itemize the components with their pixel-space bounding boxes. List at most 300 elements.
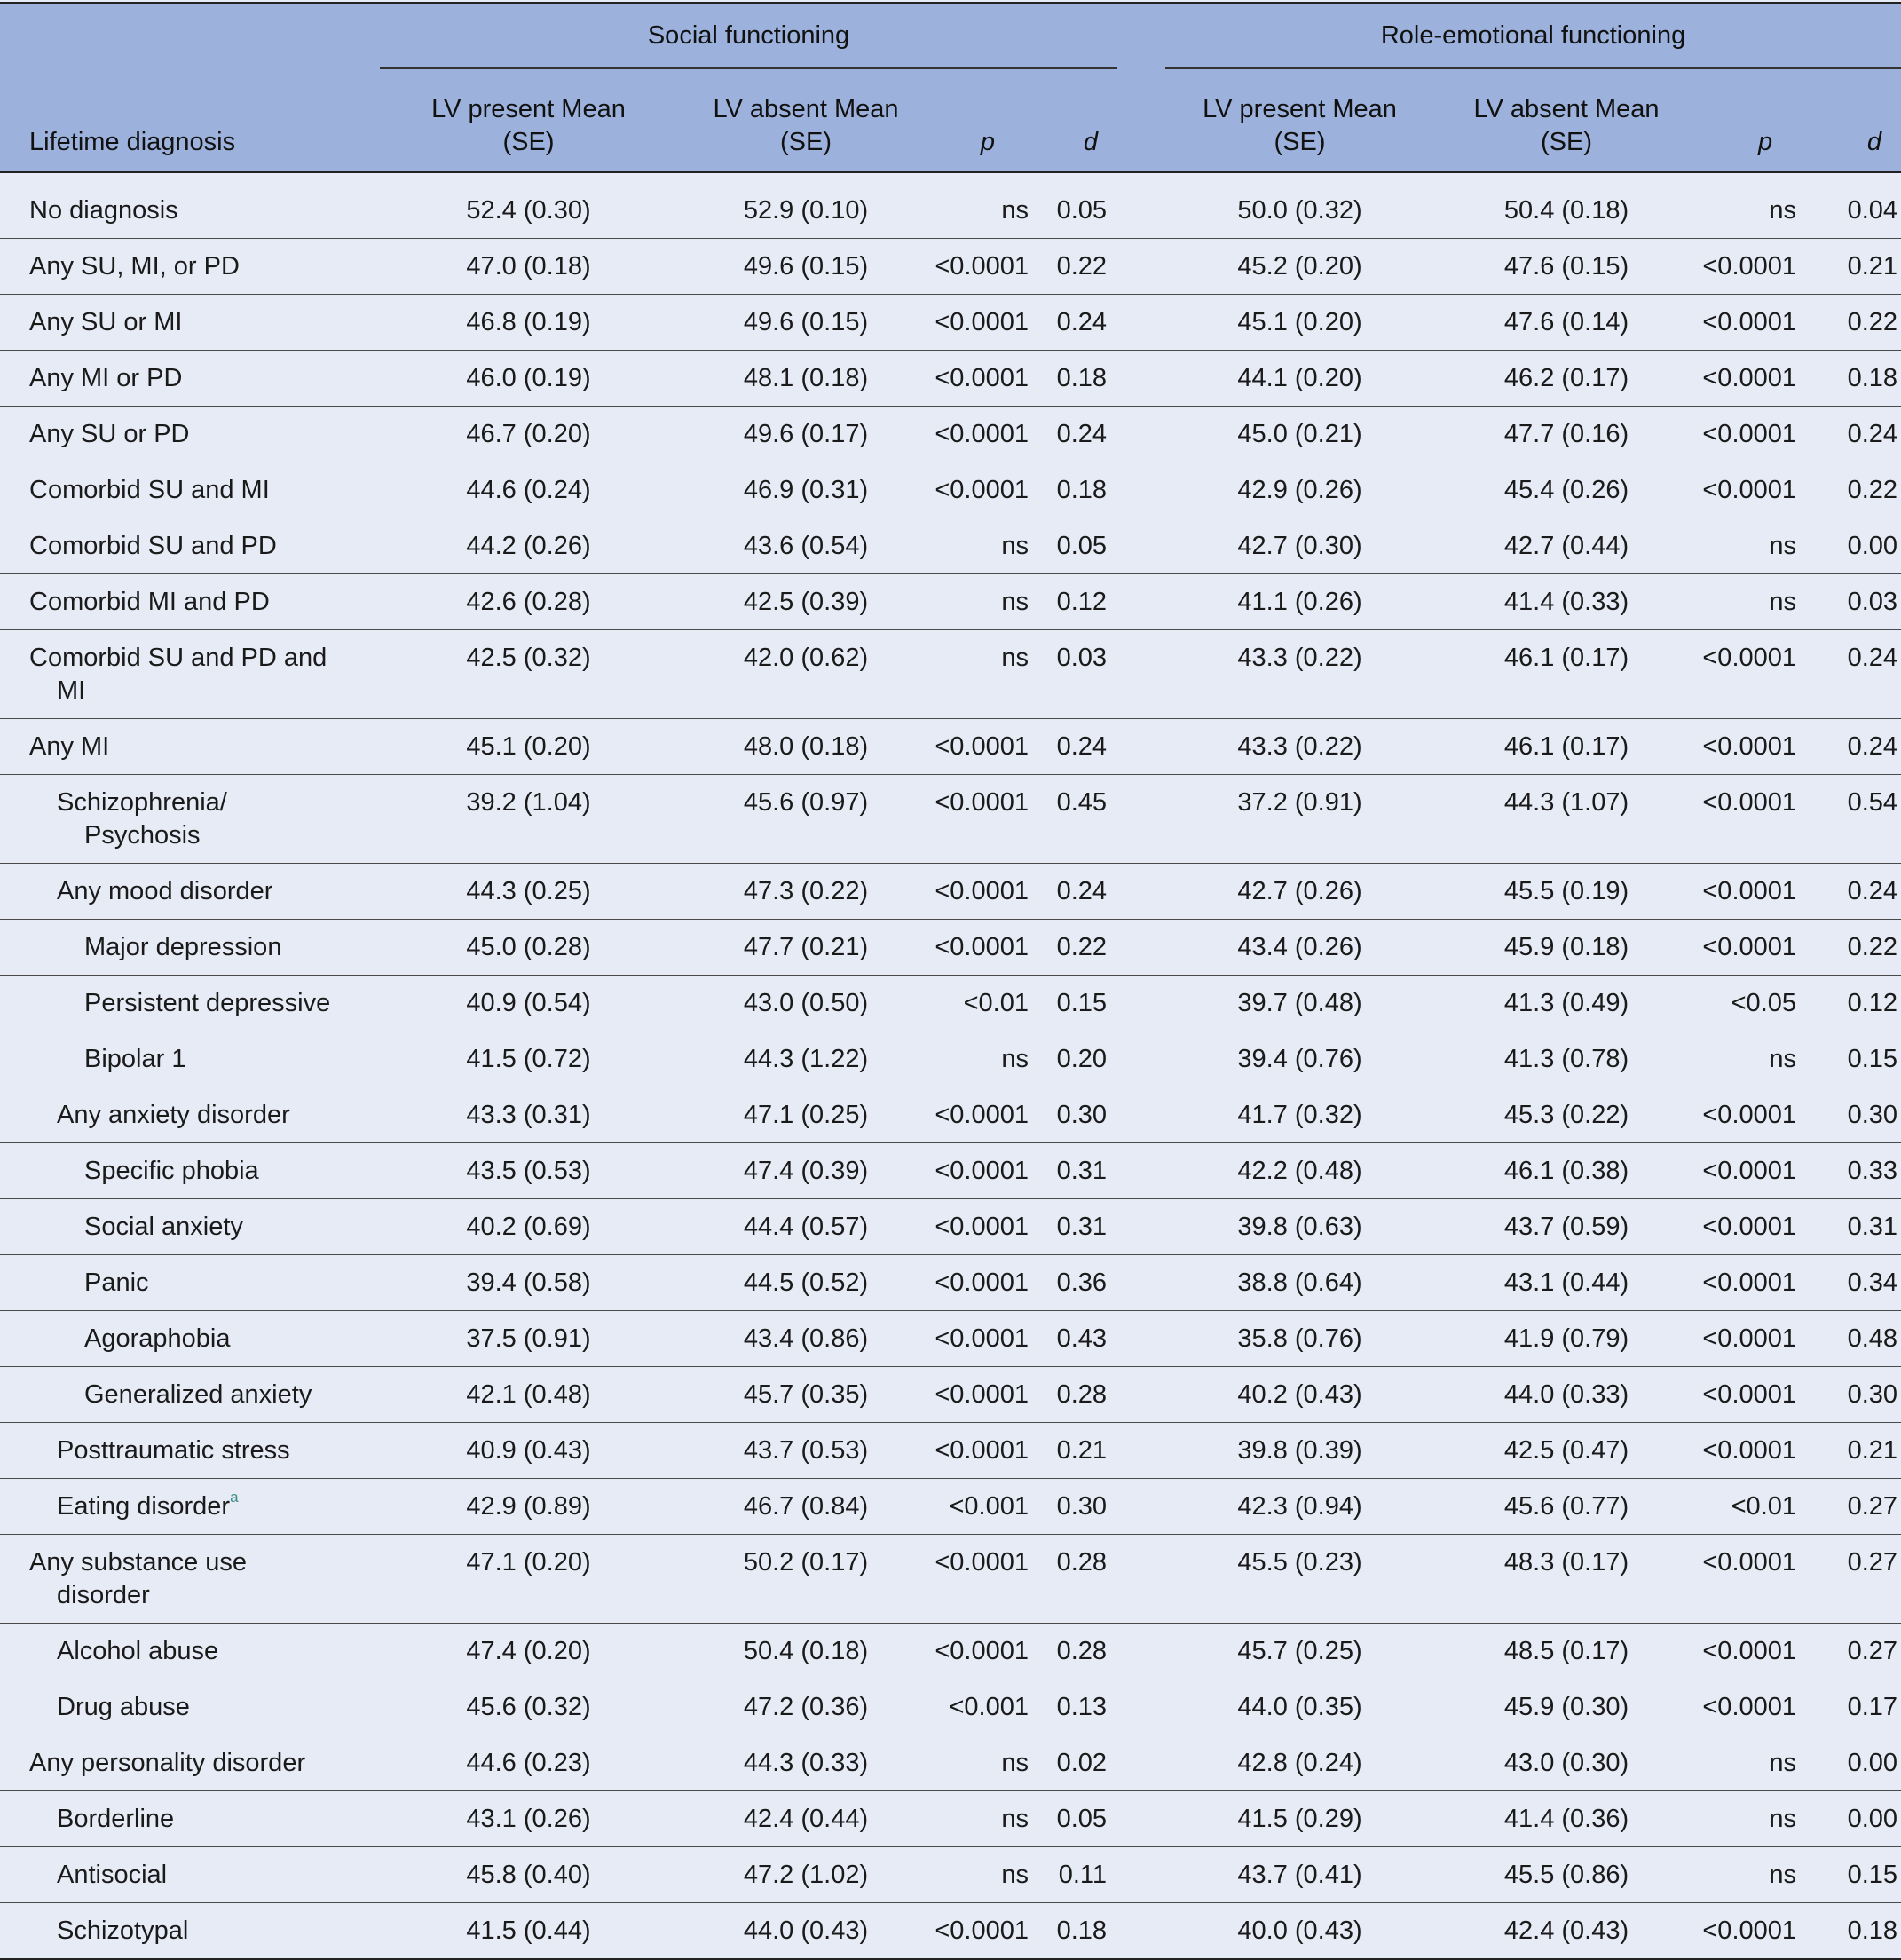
cell-sf-absent: 43.4 (0.86) xyxy=(677,1311,935,1367)
cell-sf-present: 42.9 (0.89) xyxy=(380,1479,677,1535)
cell-sf-absent: 47.3 (0.22) xyxy=(677,864,935,920)
cell-sf-p: <0.0001 xyxy=(935,864,1041,920)
cell-sf-d: 0.12 xyxy=(1041,574,1117,630)
cell-re-present: 39.7 (0.48) xyxy=(1165,976,1434,1031)
cell-re-present: 41.7 (0.32) xyxy=(1165,1087,1434,1143)
cell-re-p: <0.0001 xyxy=(1699,1087,1832,1143)
cell-re-absent: 41.9 (0.79) xyxy=(1434,1311,1699,1367)
cell-re-d: 0.24 xyxy=(1832,864,1901,920)
col-header-re-p: p xyxy=(1699,68,1832,172)
cell-re-absent: 41.4 (0.36) xyxy=(1434,1791,1699,1847)
column-gap xyxy=(1117,407,1165,462)
cell-sf-p: <0.0001 xyxy=(935,407,1041,462)
row-label-text: Social anxiety xyxy=(84,1213,243,1241)
row-label xyxy=(0,1255,380,1311)
cell-sf-present: 44.2 (0.26) xyxy=(380,518,677,574)
row-label xyxy=(0,1199,380,1255)
col-header-sf-p: p xyxy=(935,68,1041,172)
row-label-text: Schizotypal xyxy=(57,1917,189,1945)
cell-sf-p: ns xyxy=(935,1791,1041,1847)
cell-sf-present: 45.1 (0.20) xyxy=(380,719,677,775)
column-gap xyxy=(1117,1535,1165,1624)
cell-sf-p: <0.0001 xyxy=(935,462,1041,518)
cell-re-present: 37.2 (0.91) xyxy=(1165,775,1434,864)
cell-re-p: <0.0001 xyxy=(1699,1311,1832,1367)
cell-sf-present: 41.5 (0.44) xyxy=(380,1903,677,1960)
column-gap xyxy=(1117,1087,1165,1143)
row-label-text: Eating disorder xyxy=(57,1492,231,1521)
cell-sf-d: 0.20 xyxy=(1041,1031,1117,1087)
row-label xyxy=(0,351,380,407)
cell-re-p: <0.0001 xyxy=(1699,1143,1832,1199)
cell-sf-absent: 48.1 (0.18) xyxy=(677,351,935,407)
row-label-text: Drug abuse xyxy=(57,1693,190,1721)
cell-sf-p: ns xyxy=(935,1031,1041,1087)
column-gap xyxy=(1117,239,1165,295)
cell-re-d: 0.24 xyxy=(1832,407,1901,462)
cell-sf-present: 42.1 (0.48) xyxy=(380,1367,677,1423)
header-spacer-2 xyxy=(1117,68,1165,172)
cell-re-d: 0.34 xyxy=(1832,1255,1901,1311)
cell-re-present: 39.8 (0.63) xyxy=(1165,1199,1434,1255)
cell-sf-p: <0.0001 xyxy=(935,351,1041,407)
table-row xyxy=(0,976,1901,1031)
cell-re-present: 43.7 (0.41) xyxy=(1165,1847,1434,1903)
cell-sf-present: 40.9 (0.54) xyxy=(380,976,677,1031)
cell-sf-d: 0.31 xyxy=(1041,1199,1117,1255)
row-label xyxy=(0,1679,380,1735)
cell-re-p: <0.0001 xyxy=(1699,1624,1832,1679)
cell-sf-d: 0.31 xyxy=(1041,1143,1117,1199)
cell-sf-present: 39.2 (1.04) xyxy=(380,775,677,864)
column-gap xyxy=(1117,1367,1165,1423)
row-label-text: Schizophrenia/ xyxy=(57,788,227,817)
cell-sf-d: 0.21 xyxy=(1041,1423,1117,1479)
cell-re-p: ns xyxy=(1699,172,1832,239)
cell-sf-p: <0.0001 xyxy=(935,295,1041,351)
row-label xyxy=(0,1367,380,1423)
table-row xyxy=(0,1255,1901,1311)
cell-sf-absent: 50.2 (0.17) xyxy=(677,1535,935,1624)
cell-sf-p: ns xyxy=(935,1847,1041,1903)
table-row xyxy=(0,351,1901,407)
row-label xyxy=(0,864,380,920)
cell-re-d: 0.15 xyxy=(1832,1031,1901,1087)
row-label xyxy=(0,1423,380,1479)
cell-sf-p: <0.0001 xyxy=(935,1311,1041,1367)
cell-re-absent: 42.4 (0.43) xyxy=(1434,1903,1699,1960)
cell-sf-p: ns xyxy=(935,172,1041,239)
cell-sf-absent: 49.6 (0.17) xyxy=(677,407,935,462)
cell-re-p: <0.0001 xyxy=(1699,351,1832,407)
cell-re-absent: 43.7 (0.59) xyxy=(1434,1199,1699,1255)
cell-re-d: 0.54 xyxy=(1832,775,1901,864)
column-gap xyxy=(1117,920,1165,976)
row-label-text: Any SU or PD xyxy=(29,420,190,448)
cell-sf-absent: 44.4 (0.57) xyxy=(677,1199,935,1255)
table-row xyxy=(0,407,1901,462)
column-gap xyxy=(1117,1735,1165,1791)
table-body xyxy=(0,172,1901,1959)
column-gap xyxy=(1117,1255,1165,1311)
column-gap xyxy=(1117,1143,1165,1199)
column-gap xyxy=(1117,719,1165,775)
cell-re-present: 42.2 (0.48) xyxy=(1165,1143,1434,1199)
cell-sf-absent: 47.2 (1.02) xyxy=(677,1847,935,1903)
row-label xyxy=(0,719,380,775)
cell-re-absent: 41.3 (0.78) xyxy=(1434,1031,1699,1087)
column-gap xyxy=(1117,1311,1165,1367)
column-gap xyxy=(1117,1903,1165,1960)
cell-sf-d: 0.02 xyxy=(1041,1735,1117,1791)
cell-re-present: 45.2 (0.20) xyxy=(1165,239,1434,295)
cell-re-p: <0.05 xyxy=(1699,976,1832,1031)
table-row xyxy=(0,1311,1901,1367)
cell-re-present: 44.0 (0.35) xyxy=(1165,1679,1434,1735)
cell-re-present: 42.9 (0.26) xyxy=(1165,462,1434,518)
cell-re-present: 42.3 (0.94) xyxy=(1165,1479,1434,1535)
cell-re-absent: 46.2 (0.17) xyxy=(1434,351,1699,407)
header-spacer xyxy=(1117,3,1165,68)
cell-re-p: <0.0001 xyxy=(1699,864,1832,920)
row-label xyxy=(0,295,380,351)
cell-re-present: 45.5 (0.23) xyxy=(1165,1535,1434,1624)
cell-sf-present: 45.8 (0.40) xyxy=(380,1847,677,1903)
table-row xyxy=(0,1143,1901,1199)
cell-sf-p: <0.001 xyxy=(935,1479,1041,1535)
cell-sf-d: 0.05 xyxy=(1041,1791,1117,1847)
row-label-continuation: MI xyxy=(57,676,86,705)
cell-re-p: <0.0001 xyxy=(1699,1199,1832,1255)
cell-re-p: <0.0001 xyxy=(1699,719,1832,775)
cell-re-d: 0.00 xyxy=(1832,518,1901,574)
cell-sf-present: 46.8 (0.19) xyxy=(380,295,677,351)
column-gap xyxy=(1117,775,1165,864)
cell-re-present: 38.8 (0.64) xyxy=(1165,1255,1434,1311)
cell-re-present: 50.0 (0.32) xyxy=(1165,172,1434,239)
cell-re-p: ns xyxy=(1699,1847,1832,1903)
row-label-continuation: disorder xyxy=(57,1581,150,1609)
cell-re-p: <0.0001 xyxy=(1699,775,1832,864)
column-gap xyxy=(1117,1479,1165,1535)
cell-sf-absent: 49.6 (0.15) xyxy=(677,295,935,351)
cell-re-p: ns xyxy=(1699,1791,1832,1847)
cell-sf-p: <0.0001 xyxy=(935,719,1041,775)
row-label-text: Bipolar 1 xyxy=(84,1045,186,1073)
cell-re-d: 0.22 xyxy=(1832,920,1901,976)
row-label-text: Alcohol abuse xyxy=(57,1637,219,1665)
cell-sf-present: 39.4 (0.58) xyxy=(380,1255,677,1311)
row-label xyxy=(0,407,380,462)
cell-re-absent: 45.3 (0.22) xyxy=(1434,1087,1699,1143)
cell-re-d: 0.27 xyxy=(1832,1535,1901,1624)
col-header-sf-d: d xyxy=(1041,68,1117,172)
row-label xyxy=(0,1624,380,1679)
table-row xyxy=(0,239,1901,295)
cell-re-absent: 43.0 (0.30) xyxy=(1434,1735,1699,1791)
table-row xyxy=(0,920,1901,976)
cell-re-p: <0.0001 xyxy=(1699,920,1832,976)
row-label-text: Any SU or MI xyxy=(29,308,183,336)
cell-re-d: 0.30 xyxy=(1832,1087,1901,1143)
cell-re-absent: 47.7 (0.16) xyxy=(1434,407,1699,462)
cell-re-p: ns xyxy=(1699,574,1832,630)
column-gap xyxy=(1117,1847,1165,1903)
row-label-text: Posttraumatic stress xyxy=(57,1436,290,1465)
cell-sf-present: 44.6 (0.24) xyxy=(380,462,677,518)
row-label-header: Lifetime diagnosis xyxy=(0,3,380,172)
row-label xyxy=(0,574,380,630)
cell-re-absent: 42.5 (0.47) xyxy=(1434,1423,1699,1479)
column-gap xyxy=(1117,1199,1165,1255)
cell-re-p: <0.0001 xyxy=(1699,239,1832,295)
row-label xyxy=(0,1143,380,1199)
cell-sf-absent: 47.1 (0.25) xyxy=(677,1087,935,1143)
cell-sf-present: 37.5 (0.91) xyxy=(380,1311,677,1367)
cell-sf-present: 40.2 (0.69) xyxy=(380,1199,677,1255)
cell-sf-p: <0.0001 xyxy=(935,1199,1041,1255)
table-row xyxy=(0,1031,1901,1087)
col-header-re-absent: LV absent Mean (SE) xyxy=(1434,68,1699,172)
row-label-text: Antisocial xyxy=(57,1861,168,1889)
table-row xyxy=(0,1423,1901,1479)
cell-sf-absent: 44.3 (1.22) xyxy=(677,1031,935,1087)
cell-re-present: 42.7 (0.26) xyxy=(1165,864,1434,920)
cell-re-present: 41.1 (0.26) xyxy=(1165,574,1434,630)
cell-re-absent: 45.4 (0.26) xyxy=(1434,462,1699,518)
row-label-text: Persistent depressive xyxy=(84,989,331,1017)
cell-re-absent: 45.5 (0.86) xyxy=(1434,1847,1699,1903)
table-row xyxy=(0,1535,1901,1624)
cell-sf-p: <0.0001 xyxy=(935,239,1041,295)
row-label-text: Generalized anxiety xyxy=(84,1380,312,1409)
column-gap xyxy=(1117,172,1165,239)
row-label xyxy=(0,239,380,295)
table-row xyxy=(0,462,1901,518)
table-row xyxy=(0,295,1901,351)
cell-re-present: 35.8 (0.76) xyxy=(1165,1311,1434,1367)
cell-sf-absent: 45.7 (0.35) xyxy=(677,1367,935,1423)
col-header-re-present: LV present Mean (SE) xyxy=(1165,68,1434,172)
cell-sf-absent: 47.4 (0.39) xyxy=(677,1143,935,1199)
cell-sf-d: 0.24 xyxy=(1041,719,1117,775)
cell-re-absent: 48.5 (0.17) xyxy=(1434,1624,1699,1679)
cell-sf-absent: 47.2 (0.36) xyxy=(677,1679,935,1735)
table-row xyxy=(0,1679,1901,1735)
cell-sf-present: 45.6 (0.32) xyxy=(380,1679,677,1735)
cell-sf-present: 42.5 (0.32) xyxy=(380,630,677,719)
table-row xyxy=(0,1791,1901,1847)
row-label-text: Comorbid SU and MI xyxy=(29,476,270,504)
cell-re-absent: 45.5 (0.19) xyxy=(1434,864,1699,920)
cell-re-d: 0.18 xyxy=(1832,1903,1901,1960)
cell-re-d: 0.03 xyxy=(1832,574,1901,630)
table-header xyxy=(0,3,1901,172)
cell-sf-d: 0.45 xyxy=(1041,775,1117,864)
cell-re-present: 43.4 (0.26) xyxy=(1165,920,1434,976)
table-row xyxy=(0,1087,1901,1143)
cell-re-present: 42.8 (0.24) xyxy=(1165,1735,1434,1791)
row-label xyxy=(0,172,380,239)
cell-sf-p: <0.0001 xyxy=(935,1367,1041,1423)
cell-sf-p: <0.0001 xyxy=(935,1087,1041,1143)
table-row xyxy=(0,1624,1901,1679)
table-row xyxy=(0,1735,1901,1791)
row-label-text: Any SU, MI, or PD xyxy=(29,252,240,281)
table-row xyxy=(0,172,1901,239)
cell-sf-d: 0.13 xyxy=(1041,1679,1117,1735)
cell-sf-absent: 44.3 (0.33) xyxy=(677,1735,935,1791)
cell-re-d: 0.15 xyxy=(1832,1847,1901,1903)
cell-re-d: 0.24 xyxy=(1832,630,1901,719)
table-row xyxy=(0,1847,1901,1903)
cell-sf-absent: 52.9 (0.10) xyxy=(677,172,935,239)
cell-sf-present: 42.6 (0.28) xyxy=(380,574,677,630)
cell-sf-absent: 42.5 (0.39) xyxy=(677,574,935,630)
cell-sf-p: <0.01 xyxy=(935,976,1041,1031)
cell-re-absent: 46.1 (0.38) xyxy=(1434,1143,1699,1199)
cell-sf-absent: 43.0 (0.50) xyxy=(677,976,935,1031)
cell-re-present: 43.3 (0.22) xyxy=(1165,630,1434,719)
col-header-sf-absent: LV absent Mean (SE) xyxy=(677,68,935,172)
cell-sf-d: 0.43 xyxy=(1041,1311,1117,1367)
cell-re-d: 0.22 xyxy=(1832,462,1901,518)
cell-re-present: 40.0 (0.43) xyxy=(1165,1903,1434,1960)
column-gap xyxy=(1117,630,1165,719)
row-label xyxy=(0,462,380,518)
row-label-text: No diagnosis xyxy=(29,196,178,225)
cell-re-present: 41.5 (0.29) xyxy=(1165,1791,1434,1847)
row-label-text: Major depression xyxy=(84,933,282,961)
cell-sf-absent: 48.0 (0.18) xyxy=(677,719,935,775)
row-label-text: Any MI xyxy=(29,732,110,761)
cell-sf-present: 45.0 (0.28) xyxy=(380,920,677,976)
row-label xyxy=(0,1087,380,1143)
cell-sf-p: <0.0001 xyxy=(935,1903,1041,1960)
cell-re-d: 0.22 xyxy=(1832,295,1901,351)
cell-sf-absent: 45.6 (0.97) xyxy=(677,775,935,864)
cell-sf-absent: 44.5 (0.52) xyxy=(677,1255,935,1311)
cell-sf-d: 0.22 xyxy=(1041,239,1117,295)
cell-re-p: <0.0001 xyxy=(1699,295,1832,351)
cell-re-absent: 44.3 (1.07) xyxy=(1434,775,1699,864)
cell-sf-present: 40.9 (0.43) xyxy=(380,1423,677,1479)
row-label-text: Comorbid SU and PD and xyxy=(29,644,327,672)
cell-re-present: 42.7 (0.30) xyxy=(1165,518,1434,574)
group-header-role-emotional: Role-emotional functioning xyxy=(1165,3,1901,68)
cell-re-d: 0.12 xyxy=(1832,976,1901,1031)
cell-sf-present: 43.1 (0.26) xyxy=(380,1791,677,1847)
column-gap xyxy=(1117,574,1165,630)
column-gap xyxy=(1117,351,1165,407)
row-label-text: Any anxiety disorder xyxy=(57,1101,290,1129)
cell-sf-p: ns xyxy=(935,518,1041,574)
cell-sf-p: ns xyxy=(935,630,1041,719)
cell-re-p: <0.0001 xyxy=(1699,1367,1832,1423)
cell-re-absent: 45.6 (0.77) xyxy=(1434,1479,1699,1535)
row-label xyxy=(0,1791,380,1847)
row-label-text: Any MI or PD xyxy=(29,364,183,392)
cell-sf-d: 0.18 xyxy=(1041,351,1117,407)
cell-re-p: <0.0001 xyxy=(1699,1535,1832,1624)
col-header-sf-present: LV present Mean (SE) xyxy=(380,68,677,172)
group-header-social: Social functioning xyxy=(380,3,1117,68)
table-row xyxy=(0,574,1901,630)
cell-sf-p: <0.0001 xyxy=(935,1255,1041,1311)
cell-re-d: 0.21 xyxy=(1832,239,1901,295)
row-label-text: Specific phobia xyxy=(84,1157,259,1185)
cell-sf-present: 41.5 (0.72) xyxy=(380,1031,677,1087)
row-label-text: Any mood disorder xyxy=(57,877,273,905)
row-label-text: Borderline xyxy=(57,1805,175,1833)
cell-sf-d: 0.11 xyxy=(1041,1847,1117,1903)
column-gap xyxy=(1117,864,1165,920)
cell-re-p: <0.0001 xyxy=(1699,1423,1832,1479)
cell-re-absent: 46.1 (0.17) xyxy=(1434,719,1699,775)
cell-sf-present: 47.1 (0.20) xyxy=(380,1535,677,1624)
cell-sf-present: 46.7 (0.20) xyxy=(380,407,677,462)
row-label-continuation: Psychosis xyxy=(84,821,201,850)
col-header-re-d: d xyxy=(1832,68,1901,172)
row-label-text: Any substance use xyxy=(29,1548,248,1577)
row-label xyxy=(0,518,380,574)
footnote-marker: a xyxy=(230,1489,239,1506)
cell-re-absent: 48.3 (0.17) xyxy=(1434,1535,1699,1624)
cell-sf-d: 0.18 xyxy=(1041,462,1117,518)
row-label xyxy=(0,1735,380,1791)
cell-sf-absent: 49.6 (0.15) xyxy=(677,239,935,295)
cell-re-present: 45.0 (0.21) xyxy=(1165,407,1434,462)
cell-sf-absent: 46.9 (0.31) xyxy=(677,462,935,518)
row-label xyxy=(0,1847,380,1903)
cell-sf-p: ns xyxy=(935,1735,1041,1791)
cell-sf-present: 44.3 (0.25) xyxy=(380,864,677,920)
cell-sf-present: 43.3 (0.31) xyxy=(380,1087,677,1143)
table-row xyxy=(0,1367,1901,1423)
cell-re-absent: 43.1 (0.44) xyxy=(1434,1255,1699,1311)
column-gap xyxy=(1117,518,1165,574)
cell-re-absent: 47.6 (0.15) xyxy=(1434,239,1699,295)
cell-re-p: <0.0001 xyxy=(1699,407,1832,462)
cell-sf-present: 46.0 (0.19) xyxy=(380,351,677,407)
cell-sf-d: 0.03 xyxy=(1041,630,1117,719)
cell-sf-d: 0.30 xyxy=(1041,1087,1117,1143)
cell-re-present: 40.2 (0.43) xyxy=(1165,1367,1434,1423)
cell-sf-p: <0.0001 xyxy=(935,920,1041,976)
cell-re-present: 43.3 (0.22) xyxy=(1165,719,1434,775)
cell-sf-present: 47.0 (0.18) xyxy=(380,239,677,295)
cell-sf-p: ns xyxy=(935,574,1041,630)
row-label-text: Comorbid SU and PD xyxy=(29,532,277,560)
row-label-text: Panic xyxy=(84,1268,149,1297)
cell-re-p: <0.0001 xyxy=(1699,630,1832,719)
row-label-text: Comorbid MI and PD xyxy=(29,588,270,616)
cell-re-absent: 42.7 (0.44) xyxy=(1434,518,1699,574)
cell-sf-present: 44.6 (0.23) xyxy=(380,1735,677,1791)
cell-sf-absent: 43.7 (0.53) xyxy=(677,1423,935,1479)
row-label xyxy=(0,1311,380,1367)
cell-re-absent: 47.6 (0.14) xyxy=(1434,295,1699,351)
cell-re-p: <0.01 xyxy=(1699,1479,1832,1535)
row-label xyxy=(0,775,380,864)
cell-re-d: 0.00 xyxy=(1832,1791,1901,1847)
cell-re-present: 45.1 (0.20) xyxy=(1165,295,1434,351)
cell-re-absent: 41.4 (0.33) xyxy=(1434,574,1699,630)
cell-re-p: ns xyxy=(1699,1735,1832,1791)
cell-re-absent: 45.9 (0.30) xyxy=(1434,1679,1699,1735)
cell-sf-d: 0.18 xyxy=(1041,1903,1117,1960)
cell-sf-d: 0.24 xyxy=(1041,864,1117,920)
